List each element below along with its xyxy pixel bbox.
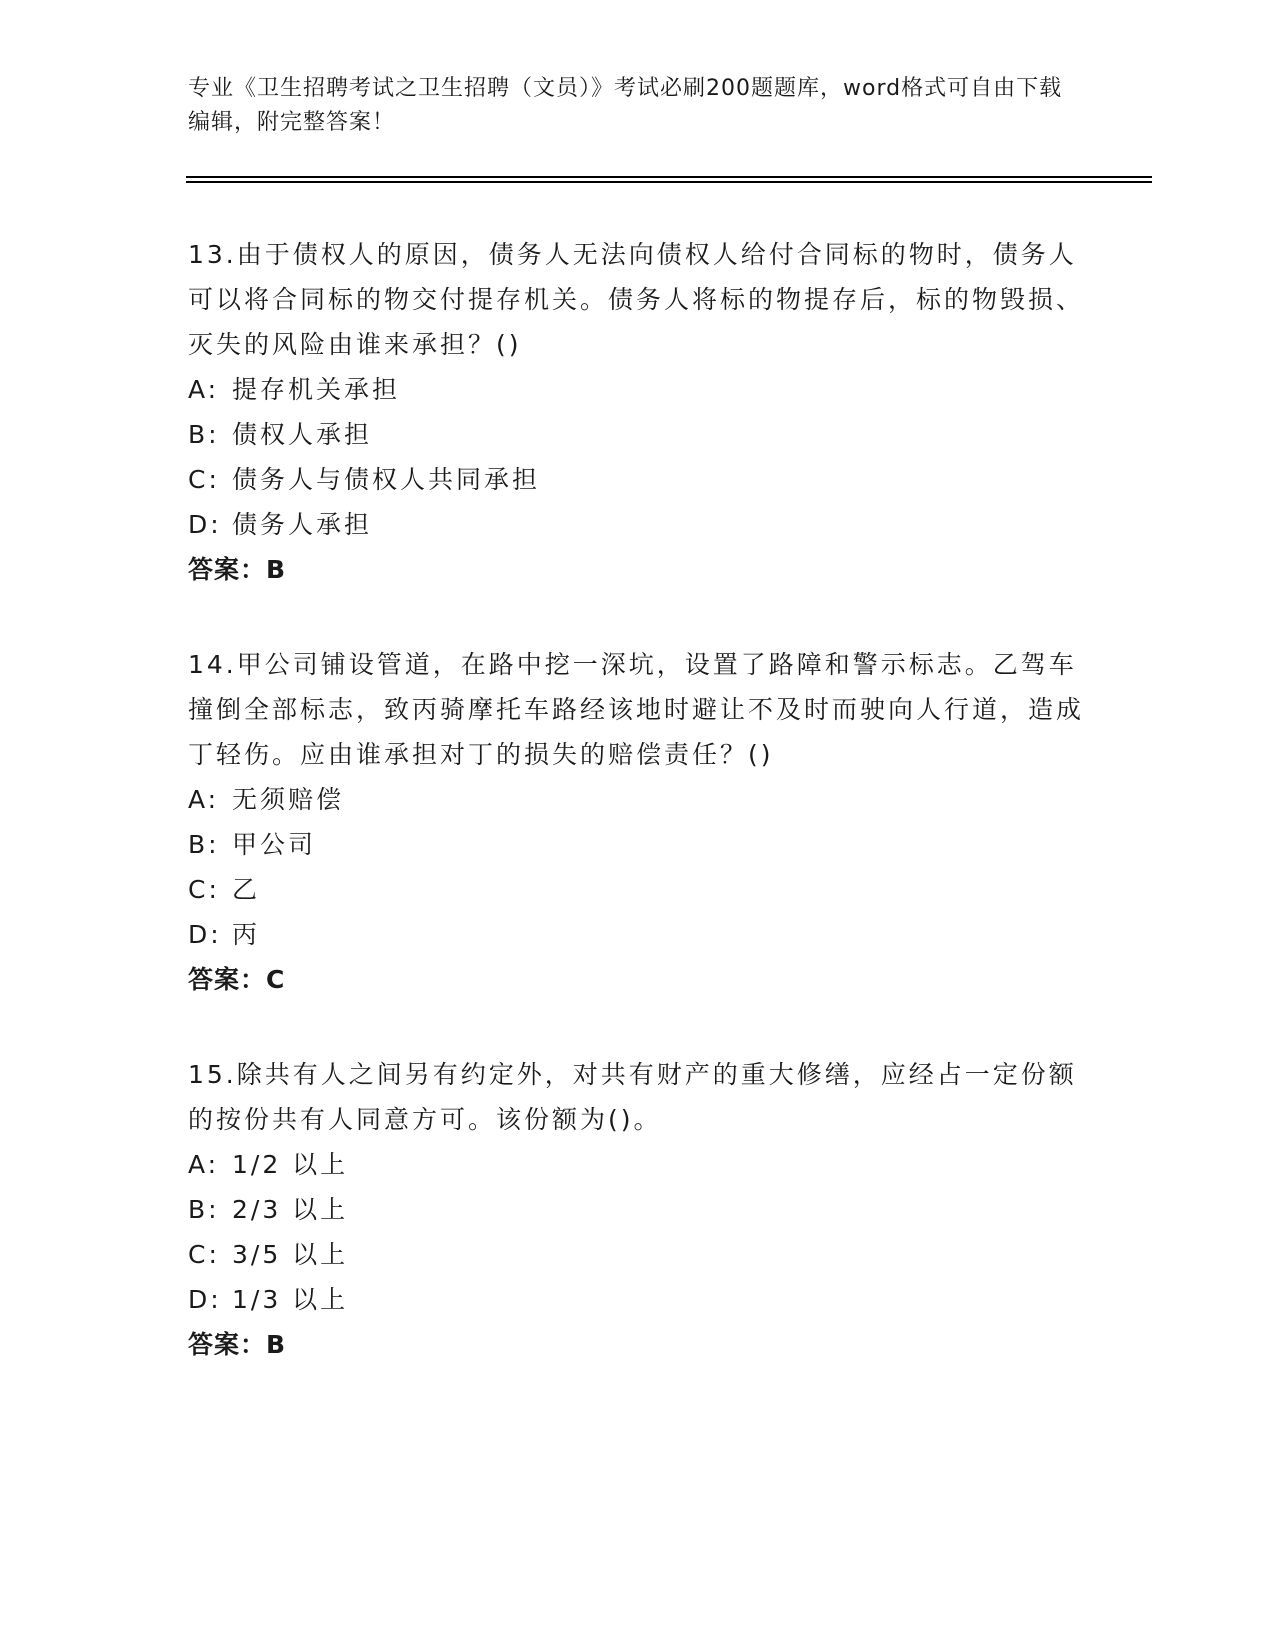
answer-line: 答案：B — [188, 555, 287, 584]
header-divider-top — [186, 176, 1152, 178]
question-13 — [188, 232, 1088, 592]
option-b — [188, 822, 1088, 867]
header-divider-bottom — [186, 181, 1152, 183]
option-key: C: — [188, 1240, 220, 1269]
option-a — [188, 777, 1088, 822]
question-stem: 14.甲公司铺设管道，在路中挖一深坑，设置了路障和警示标志。乙驾车撞倒全部标志，致丙骑摩托车路经该地时避让不及时而驶向人行道，造成丁轻伤。应由谁承担对丁的损失的赔偿责任？() — [188, 650, 1085, 769]
option-b — [188, 412, 1088, 457]
option-a — [188, 1142, 1088, 1187]
option-text: 乙 — [232, 875, 261, 904]
option-text: 无须赔偿 — [232, 785, 345, 814]
option-b — [188, 1187, 1088, 1232]
answer-line: 答案：B — [188, 1330, 287, 1359]
document-intro: 专业《卫生招聘考试之卫生招聘（文员）》考试必刷200题题库，word格式可自由下载编辑，附完整答案！ — [188, 76, 1063, 135]
option-key: B: — [188, 830, 220, 859]
option-d — [188, 912, 1088, 957]
option-text: 债权人承担 — [232, 420, 373, 449]
option-text: 丙 — [232, 920, 261, 949]
option-text: 债务人承担 — [232, 510, 373, 539]
option-key: C: — [188, 465, 220, 494]
option-key: D: — [188, 920, 222, 949]
option-key: B: — [188, 1195, 220, 1224]
question-15 — [188, 1052, 1088, 1367]
option-text: 1/2 以上 — [232, 1150, 349, 1179]
option-d — [188, 502, 1088, 547]
option-c — [188, 867, 1088, 912]
answer-line: 答案：C — [188, 965, 286, 994]
option-text: 提存机关承担 — [232, 375, 401, 404]
option-key: D: — [188, 1285, 222, 1314]
option-text: 3/5 以上 — [232, 1240, 349, 1269]
option-text: 债务人与债权人共同承担 — [232, 465, 541, 494]
question-stem: 13.由于债权人的原因，债务人无法向债权人给付合同标的物时，债务人可以将合同标的物交付提存机关。债务人将标的物提存后，标的物毁损、灭失的风险由谁来承担？() — [188, 240, 1085, 359]
option-c — [188, 1232, 1088, 1277]
option-c — [188, 457, 1088, 502]
option-text: 2/3 以上 — [232, 1195, 349, 1224]
option-key: B: — [188, 420, 220, 449]
option-a — [188, 367, 1088, 412]
option-key: C: — [188, 875, 220, 904]
option-key: D: — [188, 510, 222, 539]
option-key: A: — [188, 1150, 220, 1179]
option-d — [188, 1277, 1088, 1322]
question-stem: 15.除共有人之间另有约定外，对共有财产的重大修缮，应经占一定份额的按份共有人同意方可。该份额为()。 — [188, 1060, 1077, 1134]
option-text: 1/3 以上 — [232, 1285, 349, 1314]
option-text: 甲公司 — [232, 830, 317, 859]
option-key: A: — [188, 375, 220, 404]
option-key: A: — [188, 785, 220, 814]
question-14 — [188, 642, 1088, 1002]
